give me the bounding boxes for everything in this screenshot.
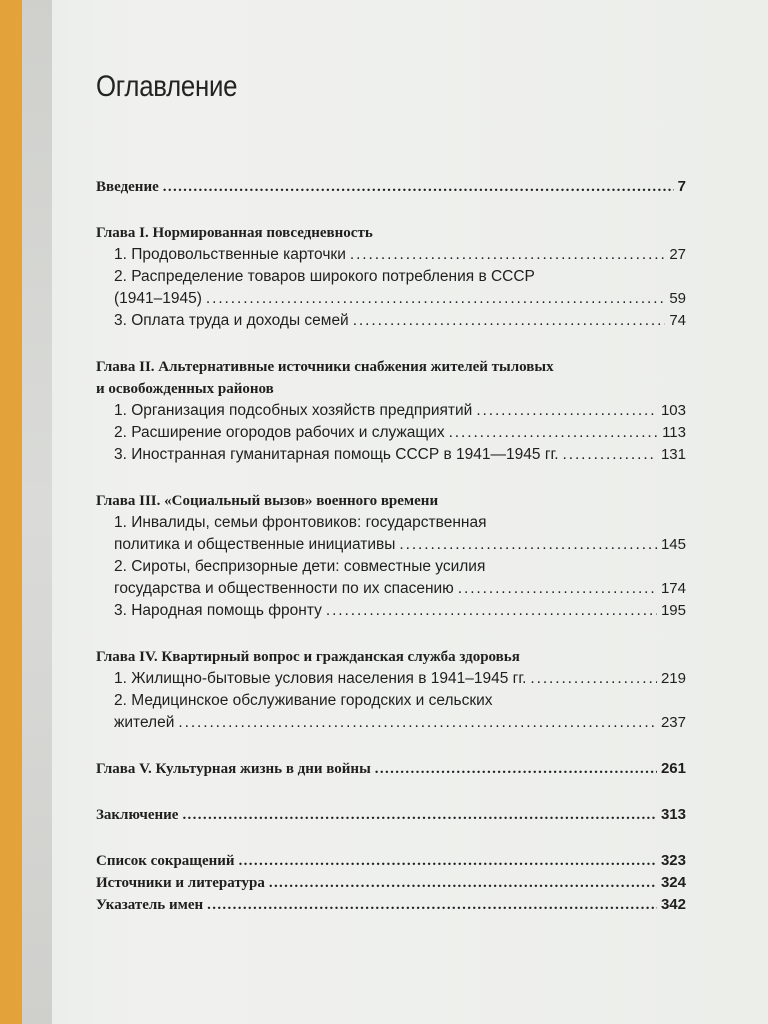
toc-entry bbox=[96, 422, 686, 444]
leader-dots bbox=[182, 804, 657, 826]
toc-entry-intro bbox=[96, 176, 686, 198]
toc-page-number: 74 bbox=[669, 312, 686, 329]
toc-entry-text: 3. Иностранная гуманитарная помощь СССР в 1941—1945 гг. bbox=[114, 446, 559, 463]
toc-entry bbox=[96, 400, 686, 422]
toc-page-number: 219 bbox=[660, 670, 686, 687]
toc-entry-sources bbox=[96, 872, 686, 894]
toc-entry-text: 2. Распределение товаров широкого потребления в СССР bbox=[114, 268, 535, 285]
toc-entry-text: Введение bbox=[96, 179, 159, 195]
toc-entry-text: Глава V. Культурная жизнь в дни войны bbox=[96, 761, 371, 777]
toc-page-number: 237 bbox=[660, 714, 686, 731]
leader-dots bbox=[178, 712, 657, 734]
toc-entry bbox=[96, 690, 686, 734]
toc-page-number: 131 bbox=[660, 446, 686, 463]
toc-entry-text: 2. Медицинское обслуживание городских и сельских bbox=[114, 692, 493, 709]
leader-dots bbox=[207, 894, 657, 916]
toc-entry-abbreviations bbox=[96, 850, 686, 872]
toc-entry-text-cont: жителей bbox=[114, 714, 175, 731]
leader-dots bbox=[449, 422, 658, 444]
toc-entry-text: Список сокращений bbox=[96, 853, 235, 869]
leader-dots bbox=[476, 400, 657, 422]
toc-entry bbox=[96, 668, 686, 690]
chapter-4-title: Глава IV. Квартирный вопрос и гражданская служба здоровья bbox=[96, 649, 520, 665]
toc-page-number: 261 bbox=[660, 760, 686, 777]
leader-dots bbox=[163, 176, 674, 198]
leader-dots bbox=[458, 578, 657, 600]
leader-dots bbox=[563, 444, 657, 466]
page-title: Оглавление bbox=[96, 70, 238, 103]
chapter-5-entry bbox=[96, 758, 686, 780]
toc-entry-text: 2. Сироты, беспризорные дети: совместные усилия bbox=[114, 558, 486, 575]
toc-entry-text: 3. Оплата труда и доходы семей bbox=[114, 312, 349, 329]
toc-page-number: 59 bbox=[669, 290, 686, 307]
toc-page-number: 323 bbox=[660, 852, 686, 869]
toc-entry-text: Указатель имен bbox=[96, 897, 204, 913]
toc-entry-text: Заключение bbox=[96, 807, 179, 823]
leader-dots bbox=[239, 850, 657, 872]
leader-dots bbox=[353, 310, 666, 332]
toc-page-number: 313 bbox=[660, 806, 686, 823]
toc-page-number: 174 bbox=[660, 580, 686, 597]
toc-entry-text: Источники и литература bbox=[96, 875, 265, 891]
leader-dots bbox=[269, 872, 657, 894]
toc-entry-text-cont: (1941–1945) bbox=[114, 290, 202, 307]
toc-page-number: 27 bbox=[669, 246, 686, 263]
toc-entry bbox=[96, 266, 686, 310]
toc-entry-conclusion bbox=[96, 804, 686, 826]
leader-dots bbox=[206, 288, 665, 310]
toc-entry bbox=[96, 444, 686, 466]
toc-entry-text-cont: государства и общественности по их спасению bbox=[114, 580, 454, 597]
leader-dots bbox=[530, 668, 657, 690]
chapter-1-title: Глава I. Нормированная повседневность bbox=[96, 225, 373, 241]
toc-entry-text: 3. Народная помощь фронту bbox=[114, 602, 322, 619]
chapter-2-title: Глава II. Альтернативные источники снабжения жителей тыловых bbox=[96, 359, 554, 375]
leader-dots bbox=[350, 244, 665, 266]
toc-entry-text: 1. Организация подсобных хозяйств предприятий bbox=[114, 402, 473, 419]
toc-entry bbox=[96, 310, 686, 332]
toc-page-number: 145 bbox=[660, 536, 686, 553]
toc-entry-text: 1. Жилищно-бытовые условия населения в 1941–1945 гг. bbox=[114, 670, 527, 687]
toc-page-number: 324 bbox=[660, 874, 686, 891]
toc-page-number: 103 bbox=[660, 402, 686, 419]
toc-entry-text-cont: политика и общественные инициативы bbox=[114, 536, 396, 553]
table-of-contents bbox=[96, 176, 686, 916]
toc-page-number: 342 bbox=[660, 896, 686, 913]
toc-page-number: 7 bbox=[677, 178, 686, 195]
leader-dots bbox=[326, 600, 657, 622]
toc-page-number: 113 bbox=[662, 424, 686, 441]
chapter-3-title: Глава III. «Социальный вызов» военного времени bbox=[96, 493, 439, 509]
toc-page-number: 195 bbox=[660, 602, 686, 619]
toc-entry-text: 1. Продовольственные карточки bbox=[114, 246, 346, 263]
toc-entry-index bbox=[96, 894, 686, 916]
page-edge bbox=[22, 0, 52, 1024]
leader-dots bbox=[399, 534, 657, 556]
toc-entry bbox=[96, 556, 686, 600]
leader-dots bbox=[375, 758, 657, 780]
toc-entry bbox=[96, 600, 686, 622]
toc-entry-text: 2. Расширение огородов рабочих и служащих bbox=[114, 424, 445, 441]
toc-entry bbox=[96, 244, 686, 266]
toc-entry bbox=[96, 512, 686, 556]
toc-entry-text: 1. Инвалиды, семьи фронтовиков: государственная bbox=[114, 514, 487, 531]
chapter-2-title-cont: и освобожденных районов bbox=[96, 381, 274, 397]
